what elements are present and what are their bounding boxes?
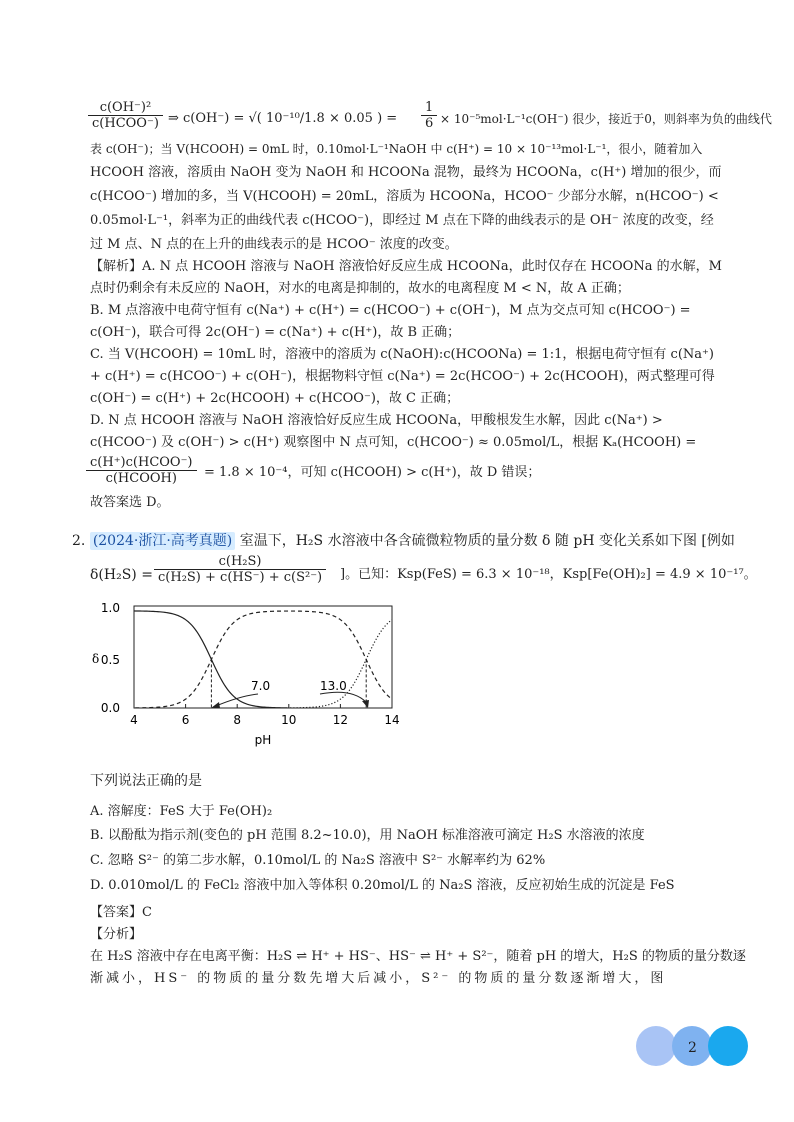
fraction-denominator: 6 [425,116,434,131]
x-axis-label: pH [254,733,272,747]
option-a[interactable]: A. 溶解度：FeS 大于 Fe(OH)₂ [90,804,273,819]
x-tick-label: 6 [181,713,190,727]
analysis-text: 在 H₂S 溶液中存在电离平衡：H₂S ⇌ H⁺ + HS⁻、HS⁻ ⇌ H⁺ + S²⁻，随着 pH 的增大，H₂S 的物质的量分数逐 [90,949,746,964]
y-tick-label: 1.0 [100,601,120,615]
y-tick-label: 0.0 [100,701,120,715]
page-number: 2 [688,1040,697,1056]
answer-line: 【答案】C [90,905,152,920]
x-tick-label: 4 [130,713,138,727]
y-axis-label: δ [92,652,100,666]
fraction-ka [86,455,197,486]
question-prompt: 下列说法正确的是 [90,773,202,789]
fraction-denominator: c(HCOOH) [105,471,177,486]
option-d[interactable]: D. 0.010mol/L 的 FeCl₂ 溶液中加入等体积 0.20mol/L 的 Na₂S 溶液，反应初始生成的沉淀是 FeS [90,878,675,893]
page-badge-circle [708,1026,748,1066]
fraction-numerator: c(H₂S) [154,554,326,570]
source-tag[interactable]: (2024·浙江·高考真题) [90,532,235,550]
text-line: D. N 点 HCOOH 溶液与 NaOH 溶液恰好反应生成 HCOONa，甲酸根发生水解，因此 c(Na⁺) > [90,413,663,428]
text-line: c(OH⁻)，联合可得 2c(OH⁻) = c(Na⁺) + c(H⁺)，故 B 正确； [90,325,461,340]
option-b[interactable]: B. 以酚酞为指示剂(变色的 pH 范围 8.2~10.0)，用 NaOH 标准溶液可滴定 H₂S 水溶液的浓度 [90,828,645,843]
fraction-numerator: 1 [421,100,437,116]
fraction-delta-h2s [154,554,326,585]
x-tick-label: 8 [233,713,242,727]
question-2-stem [72,532,735,550]
text-line: ⇒ c(OH⁻) = √( 10⁻¹⁰/1.8 × 0.05 ) = [168,111,398,126]
text-line: C. 当 V(HCOOH) = 10mL 时，溶液中的溶质为 c(NaOH):c(HCOONa) = 1:1，根据电荷守恒有 c(Na⁺) [90,347,714,362]
analysis-text: 渐减小，HS⁻ 的物质的量分数先增大后减小，S²⁻ 的物质的量分数逐渐增大，图 [90,971,667,986]
text-line: 表 c(OH⁻)；当 V(HCOOH) = 0mL 时，0.10mol·L⁻¹NaOH 中 c(H⁺) = 10 × 10⁻¹³mol·L⁻¹，很小，随着加入 [90,142,703,156]
annotation-label: 13.0 [320,679,347,693]
fraction-numerator: c(OH⁻)² [88,100,163,116]
fraction-denominator: c(H₂S) + c(HS⁻) + c(S²⁻) [158,570,323,585]
text-line: × 10⁻⁵mol·L⁻¹c(OH⁻) 很少，接近于0，则斜率为负的曲线代 [440,112,772,126]
text-line: HCOOH 溶液，溶质由 NaOH 变为 NaOH 和 HCOONa 混物，最终为 HCOONa，c(H⁺) 增加的很少，而 [90,165,722,180]
x-tick-label: 12 [332,713,349,727]
s2-curve [290,620,392,708]
fraction-denominator: c(HCOO⁻) [92,116,159,131]
text-line: c(OH⁻) = c(H⁺) + 2c(HCOOH) + c(HCOO⁻)，故 C 正确； [90,391,460,406]
hs-curve [135,611,392,708]
text-line: δ(H₂S) = [90,567,153,583]
fraction-one-sixth [421,100,437,131]
y-tick-label: 0.5 [100,653,120,667]
text-line: 【解析】A. N 点 HCOOH 溶液与 NaOH 溶液恰好反应生成 HCOONa，此时仅存在 HCOONa 的水解，M [90,259,722,274]
annotation-label: 7.0 [251,679,271,693]
question-number: 2. [72,533,86,549]
speciation-chart [80,598,410,750]
option-c[interactable]: C. 忽略 S²⁻ 的第二步水解，0.10mol/L 的 Na₂S 溶液中 S²⁻ 水解率约为 62% [90,853,546,868]
text-line: c(HCOO⁻) 及 c(OH⁻) > c(H⁺) 观察图中 N 点可知，c(HCOO⁻) ≈ 0.05mol/L，根据 Kₐ(HCOOH) = [90,435,697,450]
text-line: = 1.8 × 10⁻⁴，可知 c(HCOOH) > c(H⁺)，故 D 错误； [204,465,541,480]
arrow-head-icon [211,702,220,708]
arrow-head-icon [362,700,369,708]
fraction-oh-squared [88,100,163,131]
text-line: 故答案选 D。 [90,495,170,510]
text-line: + c(H⁺) = c(HCOO⁻) + c(OH⁻)，根据物料守恒 c(Na⁺) = 2c(HCOO⁻) + 2c(HCOOH)，两式整理可得 [90,369,715,384]
x-tick-labels [130,713,399,727]
text-line: 0.05mol·L⁻¹，斜率为正的曲线代表 c(HCOO⁻)，即经过 M 点在下降的曲线表示的是 OH⁻ 浓度的改变，经 [90,213,714,228]
fraction-numerator: c(H⁺)c(HCOO⁻) [86,455,197,471]
text-line: B. M 点溶液中电荷守恒有 c(Na⁺) + c(H⁺) = c(HCOO⁻) + c(OH⁻)，M 点为交点可知 c(HCOO⁻) = [90,303,691,318]
x-tick-label: 10 [281,713,297,727]
text-line: 点时仍剩余有未反应的 NaOH，对水的电离是抑制的，故水的电离程度 M < N，故 A 正确； [90,281,630,296]
page-badge-circle [636,1026,676,1066]
analysis-heading: 【分析】 [90,927,143,942]
text-line: 过 M 点、N 点的在上升的曲线表示的是 HCOO⁻ 浓度的改变。 [90,237,458,252]
text-line: c(HCOO⁻) 增加的多，当 V(HCOOH) = 20mL，溶质为 HCOONa，HCOO⁻ 少部分水解，n(HCOO⁻) < [90,189,719,204]
x-tick-label: 14 [384,713,400,727]
question-stem-text: 室温下，H₂S 水溶液中各含硫微粒物质的量分数 δ 随 pH 变化关系如下图 [例如 [239,533,735,549]
text-line: ]。已知：Ksp(FeS) = 6.3 × 10⁻¹⁸，Ksp[Fe(OH)₂] = 4.9 × 10⁻¹⁷。 [340,567,757,582]
